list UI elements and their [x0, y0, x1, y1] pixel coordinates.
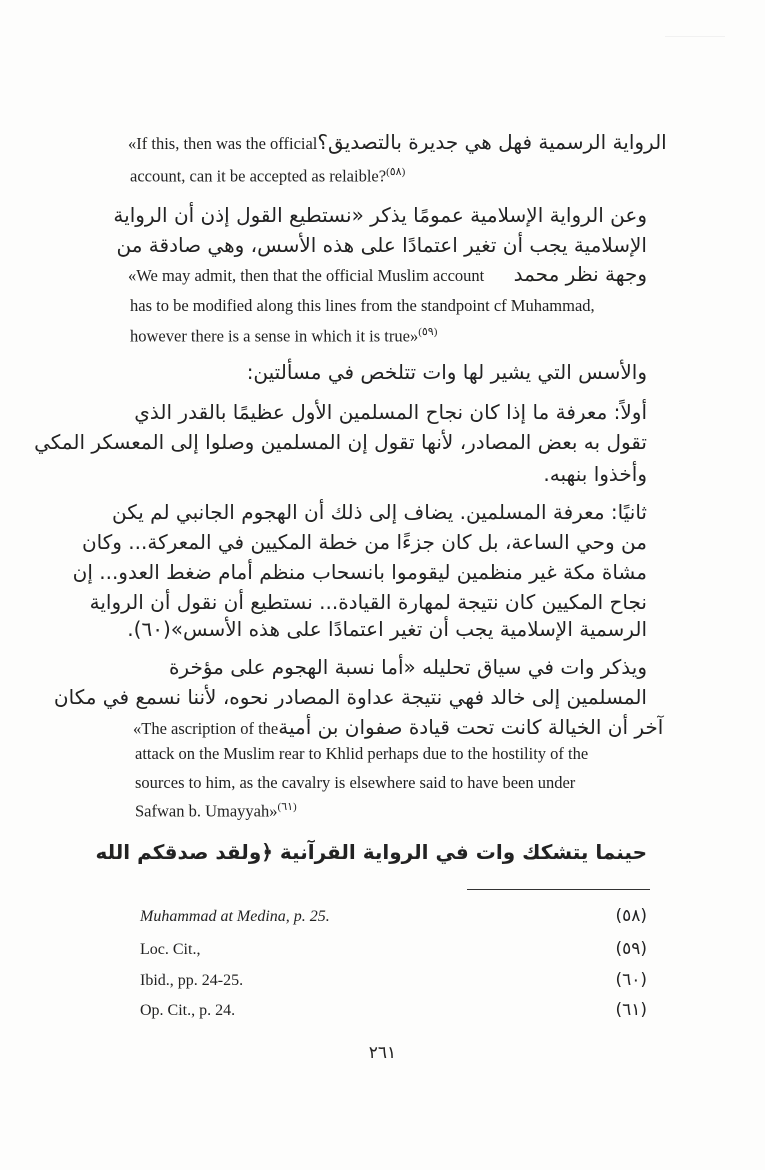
- footnote-text: Ibid., pp. 24-25.: [140, 972, 244, 989]
- line-4: الإسلامية يجب أن تغير اعتمادًا على هذه الأسس، وهي صادقة من: [116, 233, 647, 257]
- line-15: نجاح المكيين كان نتيجة لمهارة القيادة... نستطيع أن نقول أن الرواية: [89, 590, 647, 614]
- english-text: however there is a sense in which it is true»: [130, 326, 419, 346]
- line-14: مشاة مكة غير منظمين ليقوموا بانسحاب منظم أمام ضغط العدو... إن: [72, 560, 647, 584]
- line-7: [130, 325, 437, 347]
- footnote-59: [140, 939, 647, 959]
- line-18: المسلمين إلى خالد فهي نتيجة عداوة المصادر نحوه، لأننا نسمع في مكان: [53, 685, 647, 709]
- line-19: [133, 715, 664, 739]
- footnote-58: [140, 906, 647, 926]
- english-quote: «We may admit, then that the official Muslim account: [128, 266, 485, 285]
- line-3: وعن الرواية الإسلامية عمومًا يذكر «نستطيع القول إذن أن الرواية: [113, 203, 647, 227]
- line-11: وأخذوا بنهبه.: [543, 462, 647, 486]
- footnote-text: Muhammad at Medina, p. 25.: [140, 908, 330, 925]
- line-22: [135, 800, 297, 822]
- footnote-ref: (٥٨): [386, 166, 406, 178]
- line-8: والأسس التي يشير لها وات تتلخص في مسألتين:: [246, 360, 647, 384]
- footnote-60: [140, 970, 647, 990]
- line-23: حينما يتشكك وات في الرواية القرآنية ﴿ولقد صدقكم الله: [95, 840, 647, 864]
- arabic-text: وجهة نظر محمد: [513, 262, 647, 286]
- footnote-number: (٥٩): [615, 939, 647, 959]
- english-quote: «If this, then was the official: [128, 134, 318, 153]
- arabic-text: آخر أن الخيالة كانت تحت قيادة صفوان بن أمية: [278, 715, 664, 739]
- line-2: [130, 165, 405, 187]
- line-21: sources to him, as the cavalry is elsewhere said to have been under: [135, 773, 576, 792]
- page-number: ٢٦١: [368, 1043, 397, 1063]
- footnote-ref: (٦١): [277, 801, 297, 813]
- scan-mark: [665, 36, 725, 37]
- footnote-text: Op. Cit., p. 24.: [140, 1002, 236, 1019]
- footnote-text: Loc. Cit.,: [140, 941, 201, 958]
- english-text: account, can it be accepted as relaible?: [130, 166, 387, 186]
- line-12: ثانيًا: معرفة المسلمين. يضاف إلى ذلك أن الهجوم الجانبي لم يكن: [111, 500, 647, 524]
- footnote-number: (٥٨): [615, 906, 647, 926]
- footnote-ref: (٥٩): [418, 326, 438, 338]
- footnote-61: [140, 1000, 647, 1020]
- line-16: الرسمية الإسلامية يجب أن تغير اعتمادًا على هذه الأسس»(٦٠).: [127, 617, 647, 641]
- line-6: has to be modified along this lines from the standpoint cf Muhammad,: [130, 296, 595, 315]
- line-20: attack on the Muslim rear to Khlid perhaps due to the hostility of the: [135, 744, 589, 763]
- line-5: [128, 262, 647, 286]
- line-10: تقول به بعض المصادر، لأنها تقول إن المسلمين وصلوا إلى المعسكر المكي: [34, 430, 647, 454]
- line-17: ويذكر وات في سياق تحليله «أما نسبة الهجوم على مؤخرة: [168, 655, 647, 679]
- arabic-text: الرواية الرسمية فهل هي جديرة بالتصديق؟: [317, 130, 667, 154]
- footnote-number: (٦١): [615, 1000, 647, 1020]
- footnote-separator: [467, 889, 650, 890]
- line-13: من وحي الساعة، بل كان جزءًا من خطة المكيين في المعركة... وكان: [81, 530, 647, 554]
- english-text: Safwan b. Umayyah»: [135, 801, 278, 821]
- english-quote: «The ascription of the: [133, 719, 279, 738]
- line-9: أولاً: معرفة ما إذا كان نجاح المسلمين الأول عظيمًا بالقدر الذي: [134, 400, 647, 424]
- footnote-number: (٦٠): [615, 970, 647, 990]
- line-1: [128, 130, 667, 154]
